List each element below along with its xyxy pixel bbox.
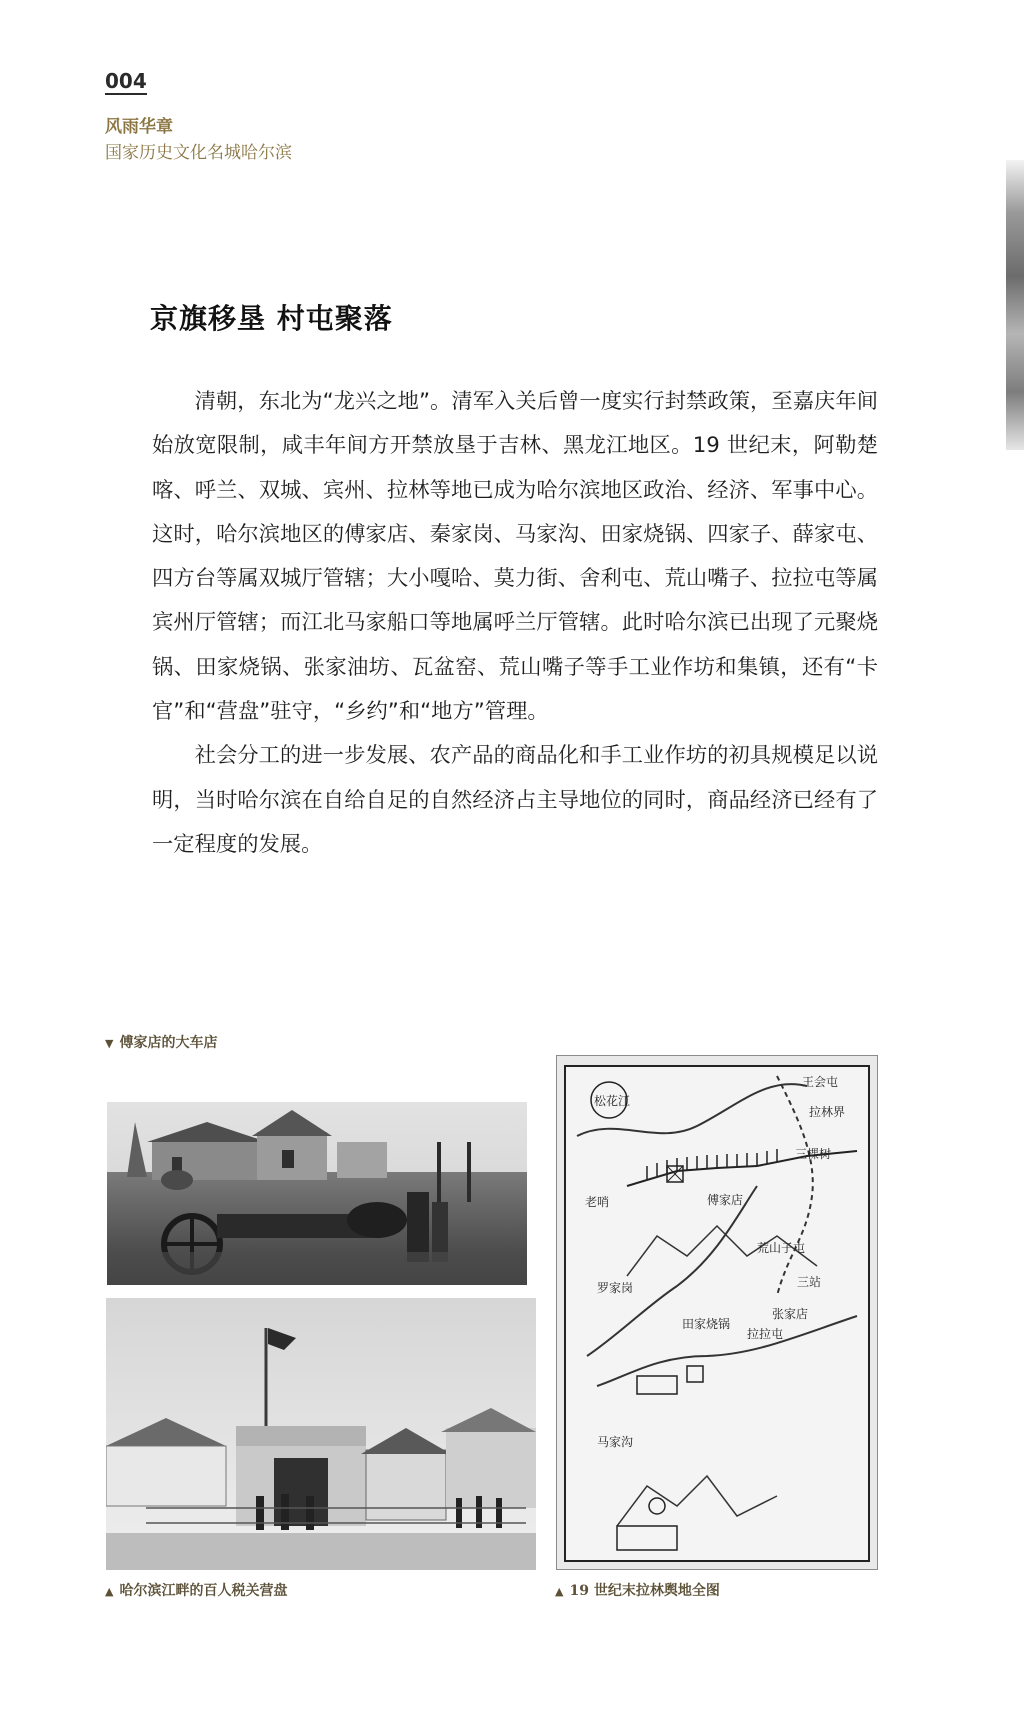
paragraph: 社会分工的进一步发展、农产品的商品化和手工业作坊的初具规模足以说明，当时哈尔滨在自给自足的自然经济占主导地位的同时，商品经济已经有了一定程度的发展。	[152, 743, 878, 857]
caption-customs-camp	[105, 1580, 287, 1600]
adjacent-page-photo-edge	[1006, 160, 1024, 450]
map-label: 罗家岗	[597, 1281, 634, 1295]
map-label: 拉林界	[809, 1105, 846, 1119]
map-label: 张家店	[772, 1307, 809, 1321]
map-label: 傅家店	[707, 1193, 744, 1207]
caption-lalin-map	[555, 1580, 720, 1600]
map-lalin	[556, 1055, 878, 1570]
map-label: 拉拉屯	[747, 1327, 784, 1341]
map-label: 王会屯	[802, 1075, 839, 1089]
caption-text: 19 世纪末拉林舆地全图	[569, 1583, 720, 1599]
map-label: 松花江	[594, 1094, 631, 1108]
section-title: 京旗移垦 村屯聚落	[150, 302, 393, 335]
caption-carter-inn	[105, 1032, 217, 1052]
paragraph: 清朝，东北为“龙兴之地”。清军入关后曾一度实行封禁政策，至嘉庆年间始放宽限制，咸丰年间方开禁放垦于吉林、黑龙江地区。19 世纪末，阿勒楚喀、呼兰、双城、宾州、拉林等地已成为哈尔滨地区政治、经济、军事中心。这时，哈尔滨地区的傅家店、秦家岗、马家沟、田家烧锅、四家子、薛家屯、四方台等属双城厅管辖；大小嘎哈、莫力街、舍利屯、荒山嘴子、拉拉屯等属宾州厅管辖；而江北马家船口等地属呼兰厅管辖。此时哈尔滨已出现了元聚烧锅、田家烧锅、张家油坊、瓦盆窑、荒山嘴子等手工业作坊和集镇，还有“卡官”和“营盘”驻守，“乡约”和“地方”管理。	[152, 389, 878, 725]
map-label: 三棵树	[795, 1147, 832, 1161]
map-label: 田家烧锅	[682, 1317, 731, 1331]
triangle-up-icon: ▲	[555, 1585, 564, 1598]
photo-carter-inn	[107, 1102, 527, 1285]
book-title: 风雨华章	[105, 117, 173, 137]
map-label: 马家沟	[597, 1435, 634, 1449]
photo-customs-camp	[106, 1298, 536, 1570]
triangle-down-icon: ▼	[105, 1037, 114, 1050]
map-label: 三站	[797, 1275, 822, 1289]
triangle-up-icon: ▲	[105, 1585, 114, 1598]
body-text	[152, 380, 878, 867]
page-number: 004	[105, 69, 147, 93]
book-subtitle: 国家历史文化名城哈尔滨	[105, 143, 292, 163]
caption-text: 哈尔滨江畔的百人税关营盘	[119, 1583, 288, 1599]
map-label: 老哨	[585, 1195, 610, 1209]
map-label: 荒山子屯	[757, 1241, 806, 1255]
caption-text: 傅家店的大车店	[119, 1035, 218, 1051]
